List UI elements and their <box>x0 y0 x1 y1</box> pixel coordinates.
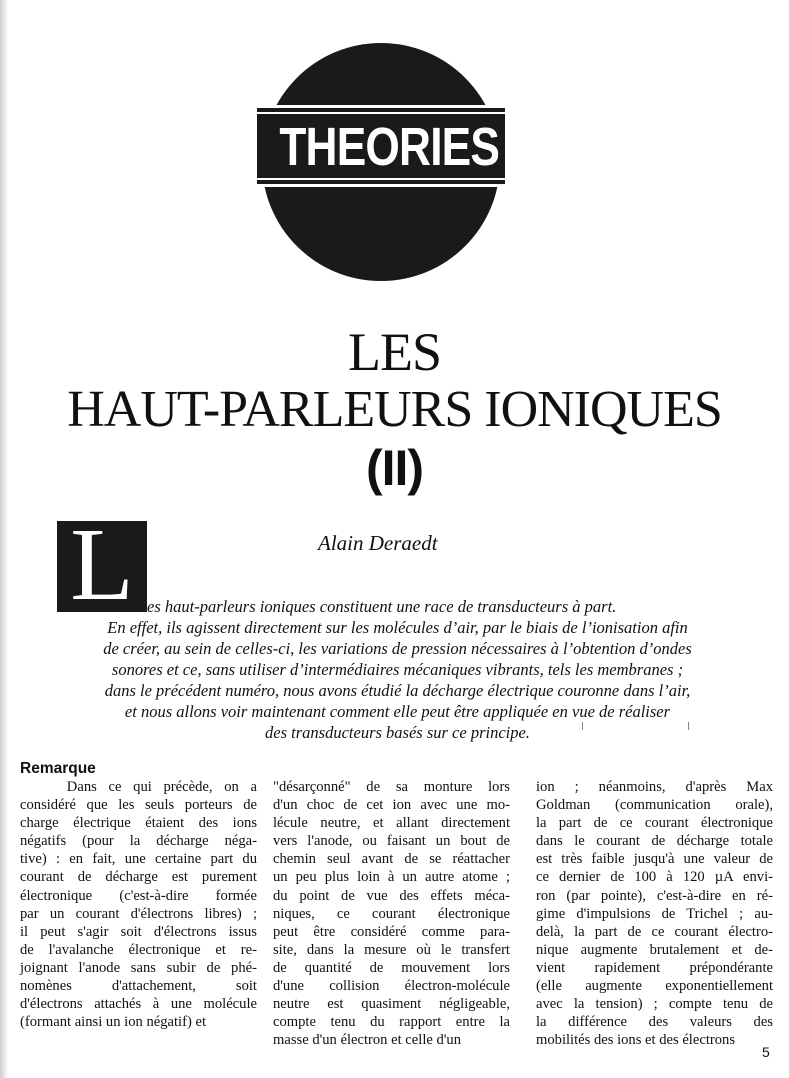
intro-line: En effet, ils agissent directement sur les molécules d’air, par le biais de l’ionisation afin <box>107 618 688 637</box>
body-line: est très faible jusqu'à une valeur de <box>536 851 773 868</box>
body-line: joignant l'anode sans subir de phé- <box>20 959 257 976</box>
body-line: courant de décharge est purement <box>20 869 257 886</box>
section-heading: Remarque <box>20 760 96 777</box>
scan-mark <box>688 722 689 730</box>
title-line-2: HAUT-PARLEURS IONIQUES <box>67 381 722 438</box>
body-line: électronique (c'est-à-dire formée <box>20 887 257 904</box>
body-line: delà, la part de ce courant électro- <box>536 923 773 940</box>
body-line: de quantité de mouvement lors <box>273 959 510 976</box>
body-line: niques, ce courant électronique <box>273 905 510 922</box>
body-line: peut être considéré comme para- <box>273 923 510 940</box>
body-line: gime d'impulsions de Trichel ; au- <box>536 905 773 922</box>
body-line: nique augmente brutalement et de- <box>536 941 773 958</box>
body-line: Goldman (communication orale), <box>536 797 773 814</box>
body-line: chemin seul avant de se réattacher <box>273 851 510 868</box>
body-column-1 <box>20 760 257 1031</box>
intro-line: des transducteurs basés sur ce principe. <box>265 723 530 742</box>
body-line: d'électrons attachés à une molécule <box>20 996 257 1013</box>
page-number: 5 <box>762 1044 770 1060</box>
body-line: (formant ainsi un ion négatif) et <box>20 1014 207 1031</box>
title-line-1: LES <box>347 322 441 382</box>
body-line: il peut s'agir soit d'électrons issus <box>20 923 257 940</box>
body-line: (elle augmente exponentiellement <box>536 978 773 995</box>
title-line-3: (II) <box>365 440 424 496</box>
dropcap-letter: L <box>70 507 134 622</box>
body-line: nomènes d'attachement, soit <box>20 978 257 995</box>
body-line: charge électrique étaient des ions <box>20 815 257 832</box>
body-line: vers l'anode, ou faisant un bout de <box>273 833 510 850</box>
body-line: la part de ce courant électronique <box>536 815 773 832</box>
body-line: considéré que les seuls porteurs de <box>20 797 257 814</box>
body-line: dans le courant de décharge totale <box>536 833 773 850</box>
body-line: lécule neutre, et allant directement <box>273 815 510 832</box>
logo-label: THEORIES <box>279 117 500 177</box>
author-name: Alain Deraedt <box>318 531 438 555</box>
body-line: la différence des valeurs des <box>536 1014 773 1031</box>
body-line: Dans ce qui précède, on a <box>20 779 257 795</box>
body-line: neutre est quasiment négligeable, <box>273 996 510 1013</box>
intro-line: es haut-parleurs ioniques constituent une race de transducteurs à part. <box>147 597 617 616</box>
body-line: tive) : en fait, une certaine part du <box>20 851 257 868</box>
body-line: de l'avalanche électronique et re- <box>20 941 257 958</box>
body-line: compte tenu du rapport entre la <box>273 1014 510 1031</box>
body-line: mobilités des ions et des électrons <box>536 1032 736 1049</box>
body-line: ion ; néanmoins, d'après Max <box>536 779 773 795</box>
body-line: avec la tension) ; compte tenu de <box>536 996 773 1013</box>
body-line: ron (par pointe), c'est-à-dire en ré- <box>536 887 773 904</box>
body-line: d'un choc de cet ion avec une mo- <box>273 797 510 814</box>
body-line: "désarçonné" de sa monture lors <box>273 779 510 795</box>
body-line: ce dernier de 100 à 120 µA envi- <box>536 869 773 886</box>
body-line: un peu plus loin à un autre atome ; <box>273 869 510 886</box>
intro-line: dans le précédent numéro, nous avons étudié la décharge électrique couronne dans l’air, <box>104 681 691 700</box>
body-line: vient rapidement prépondérante <box>536 959 773 976</box>
intro-line: de créer, au sein de celles-ci, les variations de pression nécessaires à l’obtention d’ondes <box>103 639 692 658</box>
body-column-2 <box>273 778 510 1049</box>
body-line: du point de vue des effets méca- <box>273 887 510 904</box>
body-line: par un courant d'électrons libres) ; <box>20 905 257 922</box>
body-line: négatifs (pour la décharge néga- <box>20 833 257 850</box>
intro-line: sonores et ce, sans utiliser d’intermédiaires mécaniques vibrants, tels les membranes ; <box>111 660 684 679</box>
body-line: site, dans la mesure où le transfert <box>273 941 510 958</box>
intro-line: et nous allons voir maintenant comment elle peut être appliquée en vue de réaliser <box>124 702 671 721</box>
body-column-3 <box>536 778 773 1049</box>
body-line: masse d'un électron et celle d'un <box>273 1032 462 1049</box>
scan-mark <box>582 722 583 730</box>
page-edge-shadow <box>0 0 8 1078</box>
body-line: d'une collision électron-molécule <box>273 978 510 995</box>
